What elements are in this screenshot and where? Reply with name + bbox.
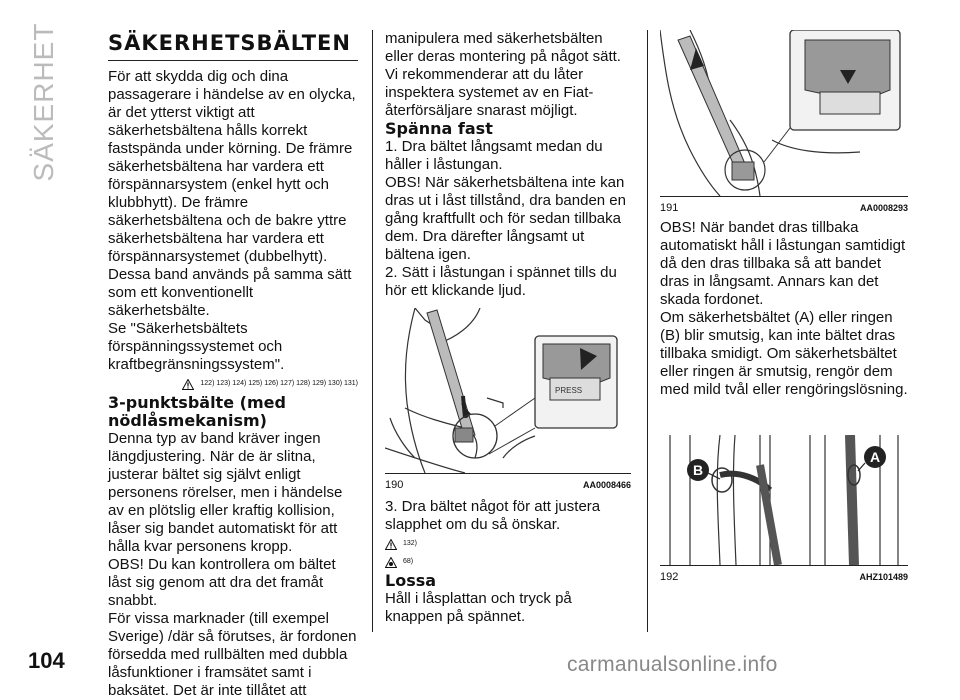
warning-ref-132 — [385, 536, 631, 552]
page-number: 104 — [28, 648, 65, 673]
warning-ref-text: 132) — [403, 540, 418, 547]
figure-191 — [660, 30, 908, 197]
paragraph-markets: För vissa marknader (till exempel Sverige) /där så förutses, är fordonen försedda med rullbälten med dubbla låsfunktioner i framsätet samt i baksätet. Det är inte tillåtet att — [108, 610, 357, 699]
section-title: SÄKERHETSBÄLTEN — [108, 31, 351, 55]
subsection-title-fasten: Spänna fast — [385, 119, 493, 138]
label-b: B — [693, 462, 704, 478]
title-rule — [108, 60, 358, 61]
step-2: 2. Sätt i låstungan i spännet tills du hör ett klickande ljud. — [385, 264, 617, 299]
column-1 — [108, 30, 358, 700]
column-divider-1 — [372, 30, 373, 632]
info-triangle-icon — [385, 557, 397, 568]
warning-ref-68 — [385, 554, 631, 570]
paragraph-see-also: Se "Säkerhetsbältets förspänningssystemet och kraftbegränsningssystem". — [108, 320, 285, 373]
intro-paragraph: För att skydda dig och dina passagerare i händelse av en olycka, är det ytterst viktigt att säkerhetsbältena hålls korrekt fastspända under körning. De främre säkerhetsbältena har vardera ett förspännarsystem (enkel hytt och klubbhytt). De främre säkerhetsbältena och de bakre yttre säkerhetsbältena har vardera ett förspännarsystemet (dubbelhytt). — [108, 68, 356, 265]
warning-ref-list: 122) 123) 124) 125) 126) 127) 128) 129) 130) 131) — [200, 380, 358, 387]
figure-192 — [660, 435, 908, 566]
figure-code: AHZ101489 — [859, 572, 908, 582]
step-3: 3. Dra bältet något för att justera slapphet om du så önskar. — [385, 498, 601, 533]
figure-number: 191 — [660, 202, 679, 214]
note-locked: OBS! När säkerhetsbältena inte kan dras ut i låst tillstånd, dra banden en gång kraftfullt och för sedan tillbaka dem. Dra därefter långsamt ut bältena igen. — [385, 174, 626, 263]
chapter-side-tab — [28, 22, 60, 182]
figure-code: AA0008466 — [582, 480, 631, 490]
subsection-title-release: Lossa — [385, 571, 437, 590]
figure-number: 192 — [660, 571, 679, 583]
paragraph-obs-check: OBS! Du kan kontrollera om bältet låst sig genom att dra det framåt snabbt. — [108, 556, 336, 609]
figure-192-caption — [660, 568, 908, 586]
column-divider-2 — [647, 30, 648, 632]
figure-code: AA0008293 — [859, 203, 908, 213]
paragraph-release: Håll i låsplattan och tryck på knappen på spännet. — [385, 590, 572, 625]
seatbelt-fasten-illustration — [385, 308, 631, 473]
note-retract: OBS! När bandet dras tillbaka automatiskt håll i låstungan samtidigt då den dras tillbaka så att bandet dras in långsamt. Annars kan det skada fordonet. — [660, 219, 906, 308]
warning-triangle-icon — [385, 539, 397, 550]
seatbelt-ring-illustration — [660, 435, 908, 565]
chapter-label: SÄKERHET — [28, 22, 59, 182]
paragraph-conventional: Dessa band används på samma sätt som ett konventionellt säkerhetsbälte. — [108, 266, 352, 319]
label-a: A — [870, 449, 881, 465]
column-2 — [385, 30, 631, 626]
figure-190 — [385, 308, 631, 474]
figure-number: 190 — [385, 479, 404, 491]
paragraph-3point: Denna typ av band kräver ingen längdjustering. När de är slitna, justerar bältet sig självt enligt personens rörelser, men i händelse av en plötslig eller kraftig kollision, låser sig bandet automatiskt för att hålla kvar personens kropp. — [108, 430, 343, 555]
figure-191-caption — [660, 199, 908, 217]
paragraph-continued: manipulera med säkerhetsbälten eller deras montering på något sätt. Vi rekommenderar att du låter inspektera systemet av en Fiat-återförsäljare snarast möjligt. — [385, 30, 621, 119]
warning-references — [108, 376, 358, 392]
step-1: 1. Dra bältet långsamt medan du håller i låstungan. — [385, 138, 603, 173]
warning-triangle-icon — [182, 379, 194, 390]
warning-ref-text: 68) — [403, 558, 414, 565]
watermark: carmanualsonline.info — [567, 653, 778, 676]
figure-190-caption — [385, 476, 631, 494]
paragraph-cleaning: Om säkerhetsbältet (A) eller ringen (B) blir smutsig, kan inte bältet dras tillbaka smidigt. Om säkerhetsbältet eller ringen är smutsig, rengör dem med mild tvål eller rengöringslösning. — [660, 309, 908, 398]
subsection-title-3point: 3-punktsbälte (med nödlåsmekanism) — [108, 393, 286, 430]
seatbelt-retract-illustration — [660, 30, 908, 196]
column-3 — [660, 30, 908, 586]
press-label: PRESS — [555, 386, 583, 395]
